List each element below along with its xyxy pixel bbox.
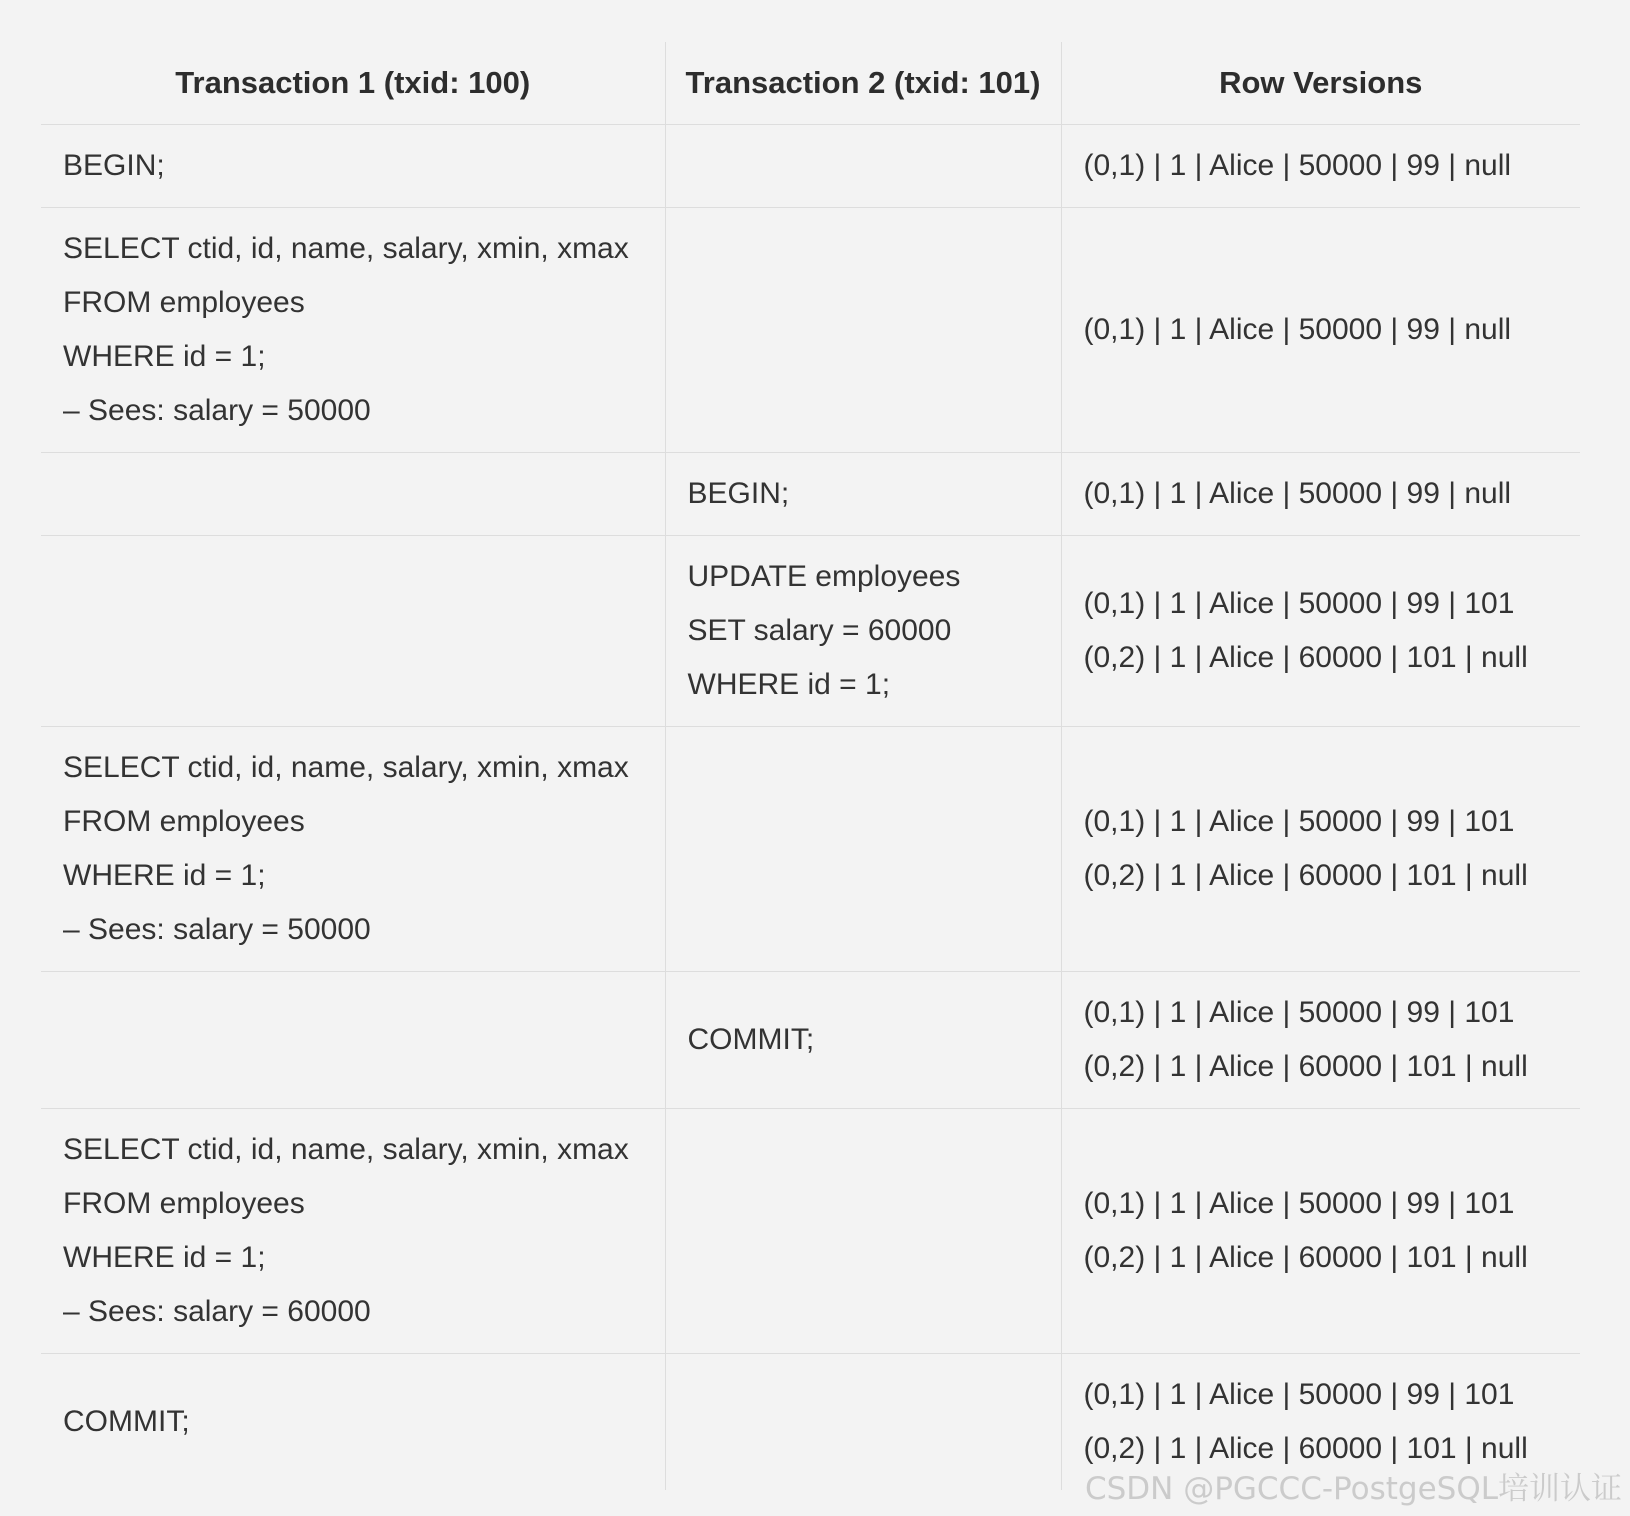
sql-line: FROM employees: [63, 805, 305, 838]
transaction-table-container: [41, 42, 1580, 1490]
row-version-line: (0,2) | 1 | Alice | 60000 | 101 | null: [1083, 641, 1528, 674]
sql-line: UPDATE employees: [687, 560, 961, 593]
row-version-line: (0,1) | 1 | Alice | 50000 | 99 | 101: [1083, 996, 1515, 1029]
table-header-row: [41, 42, 1580, 125]
row-version-line: (0,1) | 1 | Alice | 50000 | 99 | null: [1083, 313, 1512, 346]
row-versions-cell: [1061, 208, 1580, 453]
transaction-2-cell: [665, 972, 1061, 1109]
transaction-2-cell: [665, 125, 1061, 208]
sql-line: – Sees: salary = 50000: [63, 394, 371, 427]
row-version-line: (0,1) | 1 | Alice | 50000 | 99 | 101: [1083, 805, 1515, 838]
table-row: [41, 972, 1580, 1109]
transaction-1-cell: [41, 208, 665, 453]
transaction-2-cell: [665, 1354, 1061, 1491]
sql-line: SELECT ctid, id, name, salary, xmin, xmax: [63, 751, 629, 784]
table-row: [41, 453, 1580, 536]
header-transaction-1: Transaction 1 (txid: 100): [41, 42, 665, 125]
table-row: [41, 125, 1580, 208]
sql-line: BEGIN;: [687, 477, 790, 510]
sql-line: SELECT ctid, id, name, salary, xmin, xmax: [63, 232, 629, 265]
header-row-versions: Row Versions: [1061, 42, 1580, 125]
table-body: [41, 125, 1580, 1491]
sql-line: FROM employees: [63, 286, 305, 319]
csdn-watermark: CSDN @PGCCC-PostgeSQL培训认证: [1084, 1471, 1622, 1507]
row-versions-cell: [1061, 1109, 1580, 1354]
row-versions-cell: [1061, 125, 1580, 208]
row-version-line: (0,2) | 1 | Alice | 60000 | 101 | null: [1083, 1241, 1528, 1274]
row-version-line: (0,2) | 1 | Alice | 60000 | 101 | null: [1083, 1432, 1528, 1465]
row-versions-cell: [1061, 453, 1580, 536]
table-row: [41, 208, 1580, 453]
table-row: [41, 536, 1580, 727]
sql-line: – Sees: salary = 50000: [63, 913, 371, 946]
transaction-2-cell: [665, 453, 1061, 536]
row-version-line: (0,1) | 1 | Alice | 50000 | 99 | 101: [1083, 1378, 1515, 1411]
table-row: [41, 727, 1580, 972]
sql-line: BEGIN;: [63, 149, 165, 182]
sql-line: SELECT ctid, id, name, salary, xmin, xmax: [63, 1133, 629, 1166]
row-version-line: (0,2) | 1 | Alice | 60000 | 101 | null: [1083, 859, 1528, 892]
sql-line: WHERE id = 1;: [63, 1241, 266, 1274]
sql-line: WHERE id = 1;: [687, 668, 891, 701]
transaction-1-cell: [41, 453, 665, 536]
transaction-1-cell: [41, 727, 665, 972]
transaction-2-cell: [665, 208, 1061, 453]
transaction-2-cell: [665, 536, 1061, 727]
mvcc-transaction-table: [41, 42, 1580, 1490]
row-version-line: (0,1) | 1 | Alice | 50000 | 99 | null: [1083, 477, 1512, 510]
sql-line: SET salary = 60000: [687, 614, 952, 647]
row-version-line: (0,1) | 1 | Alice | 50000 | 99 | null: [1083, 149, 1512, 182]
row-versions-cell: [1061, 972, 1580, 1109]
transaction-2-cell: [665, 727, 1061, 972]
row-version-line: (0,1) | 1 | Alice | 50000 | 99 | 101: [1083, 1187, 1515, 1220]
sql-line: – Sees: salary = 60000: [63, 1295, 371, 1328]
transaction-2-cell: [665, 1109, 1061, 1354]
row-versions-cell: [1061, 536, 1580, 727]
sql-line: WHERE id = 1;: [63, 859, 266, 892]
sql-line: WHERE id = 1;: [63, 340, 266, 373]
row-versions-cell: [1061, 727, 1580, 972]
row-version-line: (0,1) | 1 | Alice | 50000 | 99 | 101: [1083, 587, 1515, 620]
sql-line: COMMIT;: [687, 1023, 815, 1056]
row-version-line: (0,2) | 1 | Alice | 60000 | 101 | null: [1083, 1050, 1528, 1083]
transaction-1-cell: [41, 1109, 665, 1354]
sql-line: COMMIT;: [63, 1405, 190, 1438]
table-row: [41, 1109, 1580, 1354]
header-transaction-2: Transaction 2 (txid: 101): [665, 42, 1061, 125]
transaction-1-cell: [41, 972, 665, 1109]
sql-line: FROM employees: [63, 1187, 305, 1220]
transaction-1-cell: [41, 125, 665, 208]
transaction-1-cell: [41, 1354, 665, 1491]
transaction-1-cell: [41, 536, 665, 727]
